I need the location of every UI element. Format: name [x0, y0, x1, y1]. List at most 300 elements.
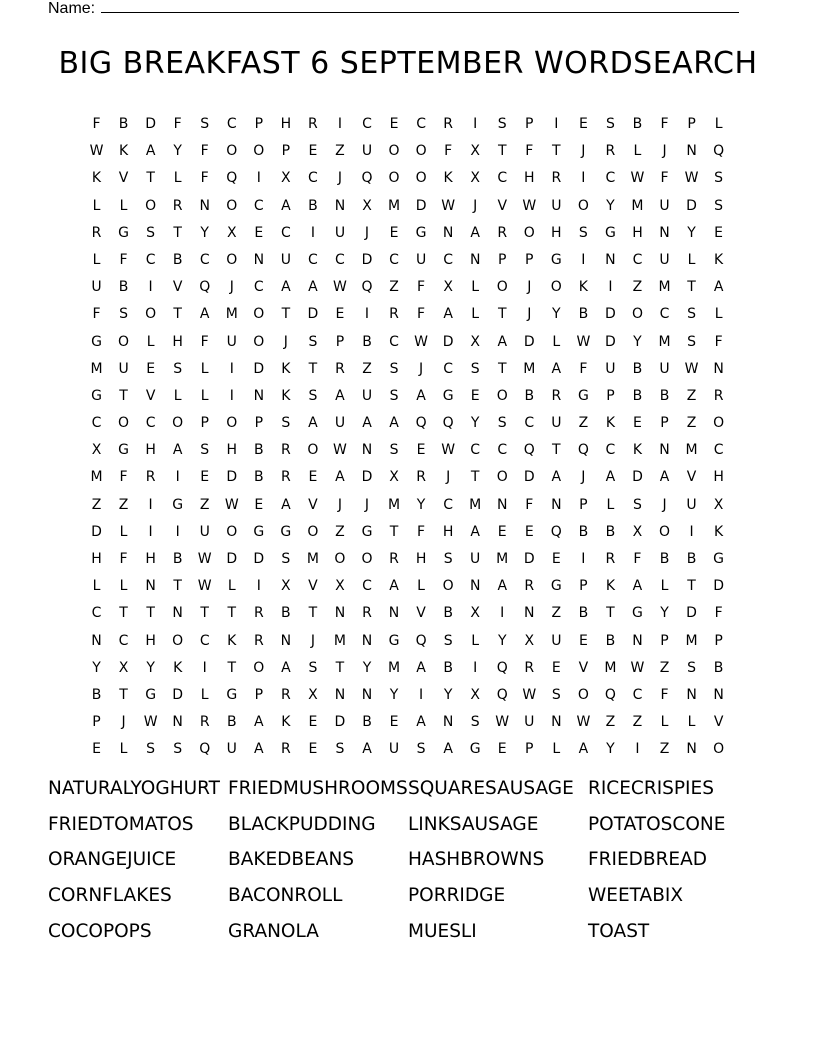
- grid-cell[interactable]: I: [175, 469, 180, 486]
- grid-cell[interactable]: Z: [578, 415, 589, 432]
- grid-cell[interactable]: O: [253, 659, 265, 676]
- grid-cell[interactable]: E: [308, 469, 318, 486]
- grid-cell[interactable]: N: [334, 605, 346, 622]
- grid-cell[interactable]: S: [173, 741, 183, 758]
- grid-cell[interactable]: O: [226, 523, 238, 540]
- grid-cell[interactable]: F: [119, 469, 128, 486]
- grid-cell[interactable]: A: [713, 279, 724, 296]
- grid-cell[interactable]: X: [470, 605, 480, 622]
- grid-cell[interactable]: I: [581, 551, 586, 567]
- grid-cell[interactable]: P: [254, 686, 264, 703]
- grid-cell[interactable]: E: [92, 741, 101, 758]
- grid-cell[interactable]: A: [416, 659, 426, 676]
- grid-cell[interactable]: C: [253, 197, 264, 214]
- grid-cell[interactable]: B: [308, 197, 318, 214]
- grid-cell[interactable]: G: [172, 496, 184, 513]
- grid-cell[interactable]: J: [283, 333, 288, 350]
- grid-cell[interactable]: U: [551, 415, 562, 432]
- grid-cell[interactable]: A: [497, 333, 508, 350]
- grid-cell[interactable]: C: [308, 251, 318, 268]
- grid-cell[interactable]: J: [419, 360, 424, 377]
- grid-cell[interactable]: C: [145, 415, 156, 432]
- grid-cell[interactable]: P: [335, 333, 345, 350]
- grid-cell[interactable]: I: [419, 686, 424, 703]
- grid-cell[interactable]: S: [714, 170, 724, 187]
- grid-cell[interactable]: D: [686, 605, 697, 622]
- grid-cell[interactable]: O: [226, 197, 238, 214]
- grid-cell[interactable]: G: [118, 442, 129, 459]
- grid-cell[interactable]: D: [361, 469, 373, 486]
- grid-cell[interactable]: X: [281, 578, 291, 595]
- grid-cell[interactable]: Y: [606, 741, 615, 758]
- grid-cell[interactable]: C: [145, 251, 156, 268]
- grid-cell[interactable]: J: [662, 143, 667, 160]
- grid-cell[interactable]: N: [551, 496, 562, 513]
- grid-cell[interactable]: O: [496, 279, 508, 296]
- grid-cell[interactable]: G: [145, 686, 157, 703]
- grid-cell[interactable]: S: [714, 197, 724, 214]
- grid-cell[interactable]: S: [335, 741, 345, 758]
- grid-cell[interactable]: J: [229, 279, 234, 296]
- grid-cell[interactable]: P: [498, 251, 507, 268]
- grid-cell[interactable]: Q: [577, 442, 589, 459]
- grid-cell[interactable]: Y: [470, 415, 480, 432]
- grid-cell[interactable]: T: [227, 605, 237, 622]
- grid-cell[interactable]: U: [280, 251, 291, 268]
- grid-cell[interactable]: G: [632, 605, 643, 622]
- grid-cell[interactable]: O: [496, 387, 508, 404]
- grid-cell[interactable]: N: [361, 442, 373, 459]
- grid-cell[interactable]: B: [254, 469, 264, 486]
- grid-cell[interactable]: B: [226, 714, 237, 731]
- grid-cell[interactable]: L: [227, 578, 236, 595]
- grid-cell[interactable]: E: [416, 442, 426, 459]
- grid-cell[interactable]: U: [334, 415, 346, 432]
- grid-cell[interactable]: L: [92, 251, 101, 268]
- grid-cell[interactable]: C: [632, 686, 643, 703]
- grid-cell[interactable]: F: [200, 170, 209, 187]
- grid-cell[interactable]: L: [714, 116, 723, 132]
- grid-cell[interactable]: C: [118, 632, 129, 649]
- grid-cell[interactable]: T: [389, 523, 399, 540]
- grid-cell[interactable]: W: [576, 714, 591, 731]
- grid-cell[interactable]: P: [525, 251, 534, 268]
- grid-cell[interactable]: Q: [199, 741, 211, 758]
- grid-cell[interactable]: S: [281, 415, 291, 432]
- grid-cell[interactable]: Q: [496, 659, 508, 676]
- grid-cell[interactable]: U: [226, 333, 237, 350]
- grid-cell[interactable]: T: [146, 170, 155, 187]
- grid-cell[interactable]: X: [308, 686, 318, 703]
- grid-cell[interactable]: O: [388, 170, 400, 187]
- grid-cell[interactable]: B: [118, 279, 129, 296]
- grid-cell[interactable]: F: [417, 279, 426, 296]
- grid-cell[interactable]: B: [659, 387, 670, 404]
- grid-cell[interactable]: C: [497, 170, 508, 187]
- grid-cell[interactable]: E: [389, 224, 399, 241]
- grid-cell[interactable]: D: [523, 551, 535, 567]
- grid-cell[interactable]: B: [713, 659, 724, 676]
- grid-cell[interactable]: L: [606, 496, 615, 513]
- grid-cell[interactable]: S: [497, 415, 507, 432]
- grid-cell[interactable]: R: [145, 469, 156, 486]
- grid-cell[interactable]: A: [605, 469, 616, 486]
- grid-cell[interactable]: O: [713, 415, 725, 432]
- grid-cell[interactable]: E: [578, 632, 588, 649]
- grid-cell[interactable]: I: [256, 578, 261, 595]
- grid-cell[interactable]: K: [173, 659, 183, 676]
- grid-cell[interactable]: M: [523, 360, 536, 377]
- grid-cell[interactable]: Y: [687, 224, 696, 241]
- grid-cell[interactable]: E: [308, 741, 318, 758]
- grid-cell[interactable]: E: [497, 523, 507, 540]
- name-field[interactable]: [48, 0, 739, 18]
- grid-cell[interactable]: K: [227, 632, 237, 649]
- grid-cell[interactable]: Q: [361, 279, 373, 296]
- grid-cell[interactable]: S: [146, 741, 156, 758]
- grid-cell[interactable]: X: [118, 659, 129, 676]
- grid-cell[interactable]: R: [497, 224, 508, 241]
- grid-cell[interactable]: Z: [551, 605, 562, 622]
- grid-cell[interactable]: A: [659, 469, 670, 486]
- grid-cell[interactable]: T: [470, 469, 480, 486]
- grid-cell[interactable]: B: [659, 551, 670, 567]
- grid-cell[interactable]: M: [604, 659, 617, 676]
- grid-cell[interactable]: B: [362, 714, 372, 731]
- grid-cell[interactable]: O: [631, 306, 643, 323]
- grid-cell[interactable]: R: [416, 469, 426, 486]
- grid-cell[interactable]: T: [119, 387, 128, 404]
- grid-cell[interactable]: O: [442, 578, 454, 595]
- grid-cell[interactable]: N: [172, 714, 183, 731]
- grid-cell[interactable]: W: [522, 197, 537, 214]
- grid-cell[interactable]: H: [632, 224, 643, 241]
- grid-cell[interactable]: B: [172, 251, 183, 268]
- grid-cell[interactable]: X: [470, 333, 480, 350]
- grid-cell[interactable]: I: [581, 170, 586, 187]
- grid-cell[interactable]: D: [605, 306, 616, 323]
- grid-cell[interactable]: U: [415, 251, 427, 268]
- grid-cell[interactable]: R: [605, 143, 616, 160]
- grid-cell[interactable]: E: [308, 714, 318, 731]
- grid-cell[interactable]: O: [226, 251, 238, 268]
- grid-cell[interactable]: V: [172, 279, 183, 296]
- grid-cell[interactable]: M: [631, 197, 644, 214]
- grid-cell[interactable]: G: [361, 523, 373, 540]
- grid-cell[interactable]: U: [199, 523, 210, 540]
- grid-cell[interactable]: S: [687, 306, 696, 323]
- grid-cell[interactable]: J: [527, 306, 532, 323]
- grid-cell[interactable]: G: [253, 523, 265, 540]
- grid-cell[interactable]: H: [145, 442, 156, 459]
- grid-cell[interactable]: I: [148, 496, 153, 513]
- grid-cell[interactable]: N: [659, 442, 670, 459]
- grid-cell[interactable]: X: [389, 469, 399, 486]
- grid-cell[interactable]: A: [362, 415, 372, 432]
- grid-cell[interactable]: C: [335, 251, 345, 268]
- grid-cell[interactable]: W: [143, 714, 158, 731]
- grid-cell[interactable]: D: [523, 333, 535, 350]
- grid-cell[interactable]: F: [714, 605, 723, 622]
- grid-cell[interactable]: A: [281, 659, 291, 676]
- grid-cell[interactable]: I: [310, 224, 315, 241]
- grid-cell[interactable]: E: [389, 116, 399, 132]
- grid-cell[interactable]: P: [660, 632, 669, 649]
- grid-cell[interactable]: T: [119, 605, 128, 622]
- grid-cell[interactable]: Z: [686, 415, 697, 432]
- grid-cell[interactable]: N: [388, 605, 400, 622]
- grid-cell[interactable]: C: [443, 251, 454, 268]
- grid-cell[interactable]: L: [119, 578, 128, 595]
- grid-cell[interactable]: T: [687, 578, 696, 595]
- grid-cell[interactable]: L: [173, 170, 182, 187]
- grid-cell[interactable]: O: [577, 686, 589, 703]
- grid-cell[interactable]: G: [91, 333, 102, 350]
- grid-cell[interactable]: S: [443, 632, 453, 649]
- grid-cell[interactable]: I: [229, 387, 234, 404]
- grid-cell[interactable]: N: [361, 632, 373, 649]
- grid-cell[interactable]: C: [524, 415, 535, 432]
- grid-cell[interactable]: S: [633, 496, 642, 513]
- grid-cell[interactable]: K: [605, 578, 615, 595]
- grid-cell[interactable]: L: [119, 523, 128, 540]
- grid-cell[interactable]: I: [608, 279, 613, 296]
- grid-cell[interactable]: S: [389, 360, 399, 377]
- grid-cell[interactable]: E: [200, 469, 210, 486]
- grid-cell[interactable]: D: [442, 333, 454, 350]
- grid-cell[interactable]: J: [473, 197, 478, 214]
- grid-cell[interactable]: Z: [362, 360, 372, 377]
- grid-cell[interactable]: P: [579, 578, 588, 595]
- grid-cell[interactable]: E: [389, 714, 399, 731]
- grid-cell[interactable]: Z: [199, 496, 210, 513]
- grid-cell[interactable]: R: [389, 306, 399, 323]
- grid-cell[interactable]: Z: [659, 659, 670, 676]
- grid-cell[interactable]: B: [91, 686, 102, 703]
- grid-cell[interactable]: N: [605, 251, 616, 268]
- grid-cell[interactable]: R: [280, 442, 291, 459]
- grid-cell[interactable]: O: [253, 306, 265, 323]
- grid-cell[interactable]: P: [92, 714, 101, 731]
- grid-cell[interactable]: N: [551, 714, 562, 731]
- grid-cell[interactable]: G: [469, 741, 481, 758]
- grid-cell[interactable]: D: [91, 523, 102, 540]
- grid-cell[interactable]: N: [172, 605, 183, 622]
- grid-cell[interactable]: B: [578, 523, 589, 540]
- grid-cell[interactable]: M: [333, 632, 346, 649]
- grid-cell[interactable]: R: [551, 387, 562, 404]
- grid-cell[interactable]: X: [91, 442, 102, 459]
- grid-cell[interactable]: Z: [632, 279, 643, 296]
- grid-cell[interactable]: C: [280, 224, 291, 241]
- grid-cell[interactable]: B: [172, 551, 183, 567]
- grid-cell[interactable]: J: [446, 469, 451, 486]
- grid-cell[interactable]: W: [333, 279, 347, 296]
- grid-cell[interactable]: A: [551, 360, 562, 377]
- grid-cell[interactable]: U: [226, 741, 237, 758]
- grid-cell[interactable]: O: [145, 197, 157, 214]
- grid-cell[interactable]: O: [172, 415, 184, 432]
- grid-cell[interactable]: H: [415, 551, 427, 567]
- grid-cell[interactable]: N: [91, 632, 102, 649]
- grid-cell[interactable]: P: [660, 415, 669, 432]
- grid-cell[interactable]: U: [334, 224, 346, 241]
- grid-cell[interactable]: M: [225, 306, 238, 323]
- grid-cell[interactable]: Y: [443, 686, 453, 703]
- grid-cell[interactable]: Q: [199, 279, 211, 296]
- grid-cell[interactable]: K: [281, 387, 291, 404]
- grid-cell[interactable]: J: [581, 143, 586, 160]
- grid-cell[interactable]: G: [550, 251, 562, 268]
- grid-cell[interactable]: Q: [713, 143, 725, 160]
- grid-cell[interactable]: Y: [497, 632, 507, 649]
- grid-cell[interactable]: I: [635, 741, 640, 758]
- grid-cell[interactable]: N: [713, 360, 724, 377]
- grid-cell[interactable]: P: [254, 116, 264, 132]
- grid-cell[interactable]: Y: [552, 306, 561, 323]
- grid-cell[interactable]: L: [552, 741, 561, 758]
- grid-cell[interactable]: D: [334, 714, 346, 731]
- grid-cell[interactable]: E: [524, 523, 534, 540]
- grid-cell[interactable]: O: [253, 143, 265, 160]
- grid-cell[interactable]: A: [281, 197, 291, 214]
- grid-cell[interactable]: O: [118, 415, 130, 432]
- grid-cell[interactable]: X: [524, 632, 535, 649]
- grid-cell[interactable]: A: [254, 741, 264, 758]
- grid-cell[interactable]: J: [337, 496, 343, 513]
- grid-cell[interactable]: U: [605, 360, 616, 377]
- grid-cell[interactable]: S: [281, 551, 291, 567]
- grid-cell[interactable]: X: [226, 224, 237, 241]
- grid-cell[interactable]: T: [497, 360, 507, 377]
- grid-cell[interactable]: R: [253, 632, 264, 649]
- grid-cell[interactable]: J: [364, 224, 370, 241]
- grid-cell[interactable]: T: [687, 279, 696, 296]
- grid-cell[interactable]: I: [500, 605, 505, 622]
- grid-cell[interactable]: Q: [361, 170, 373, 187]
- grid-cell[interactable]: R: [91, 224, 102, 241]
- grid-cell[interactable]: I: [256, 170, 261, 187]
- grid-cell[interactable]: X: [443, 279, 453, 296]
- grid-cell[interactable]: T: [497, 306, 507, 323]
- grid-cell[interactable]: F: [417, 523, 426, 540]
- grid-cell[interactable]: K: [91, 170, 102, 187]
- grid-cell[interactable]: K: [605, 415, 615, 432]
- grid-cell[interactable]: X: [632, 523, 643, 540]
- grid-cell[interactable]: F: [444, 143, 453, 160]
- grid-cell[interactable]: O: [496, 469, 508, 486]
- grid-cell[interactable]: Z: [389, 279, 399, 296]
- grid-cell[interactable]: P: [687, 116, 696, 132]
- grid-cell[interactable]: N: [496, 496, 508, 513]
- grid-cell[interactable]: L: [714, 306, 723, 323]
- grid-cell[interactable]: N: [686, 741, 697, 758]
- grid-cell[interactable]: R: [199, 714, 210, 731]
- grid-cell[interactable]: A: [199, 306, 210, 323]
- grid-cell[interactable]: R: [362, 605, 372, 622]
- grid-cell[interactable]: C: [308, 170, 318, 187]
- grid-cell[interactable]: Q: [226, 170, 238, 187]
- grid-cell[interactable]: U: [659, 251, 670, 268]
- grid-cell[interactable]: T: [173, 578, 182, 595]
- grid-cell[interactable]: C: [199, 251, 210, 268]
- grid-cell[interactable]: A: [389, 578, 399, 595]
- name-blank-line[interactable]: [101, 0, 739, 13]
- grid-cell[interactable]: N: [253, 251, 265, 268]
- grid-cell[interactable]: C: [226, 116, 237, 132]
- grid-cell[interactable]: T: [146, 605, 155, 622]
- grid-cell[interactable]: W: [224, 496, 239, 513]
- grid-cell[interactable]: A: [145, 143, 156, 160]
- grid-cell[interactable]: F: [660, 170, 669, 187]
- grid-cell[interactable]: L: [200, 387, 209, 404]
- grid-cell[interactable]: I: [689, 523, 694, 540]
- grid-cell[interactable]: J: [364, 496, 370, 513]
- grid-cell[interactable]: C: [389, 333, 399, 350]
- grid-cell[interactable]: A: [578, 741, 589, 758]
- grid-cell[interactable]: B: [443, 659, 453, 676]
- grid-cell[interactable]: C: [713, 442, 724, 459]
- grid-cell[interactable]: U: [659, 197, 670, 214]
- grid-cell[interactable]: W: [630, 659, 645, 676]
- grid-cell[interactable]: P: [525, 741, 534, 758]
- grid-cell[interactable]: O: [226, 415, 238, 432]
- grid-cell[interactable]: F: [417, 306, 426, 323]
- grid-cell[interactable]: S: [200, 116, 210, 132]
- grid-cell[interactable]: V: [686, 469, 697, 486]
- grid-cell[interactable]: W: [197, 578, 212, 595]
- grid-cell[interactable]: U: [524, 714, 535, 731]
- grid-cell[interactable]: B: [443, 605, 453, 622]
- grid-cell[interactable]: D: [226, 551, 238, 567]
- grid-cell[interactable]: Z: [118, 496, 129, 513]
- grid-cell[interactable]: F: [119, 251, 128, 268]
- grid-cell[interactable]: M: [469, 496, 482, 513]
- grid-cell[interactable]: S: [389, 442, 399, 459]
- grid-cell[interactable]: L: [687, 251, 696, 268]
- grid-cell[interactable]: Y: [362, 659, 372, 676]
- grid-cell[interactable]: H: [280, 116, 292, 132]
- grid-cell[interactable]: A: [281, 279, 291, 296]
- grid-cell[interactable]: R: [389, 551, 399, 567]
- grid-cell[interactable]: A: [416, 714, 426, 731]
- grid-cell[interactable]: V: [145, 387, 156, 404]
- grid-cell[interactable]: F: [119, 551, 128, 567]
- grid-cell[interactable]: S: [687, 333, 696, 350]
- grid-cell[interactable]: N: [442, 224, 454, 241]
- grid-cell[interactable]: T: [173, 306, 182, 323]
- grid-cell[interactable]: D: [253, 360, 265, 377]
- grid-cell[interactable]: K: [714, 523, 724, 540]
- grid-cell[interactable]: N: [713, 686, 724, 703]
- grid-cell[interactable]: M: [496, 551, 509, 567]
- grid-cell[interactable]: I: [229, 360, 234, 377]
- grid-cell[interactable]: C: [443, 360, 454, 377]
- grid-cell[interactable]: D: [307, 306, 319, 323]
- grid-cell[interactable]: S: [416, 741, 426, 758]
- grid-cell[interactable]: A: [497, 578, 508, 595]
- grid-cell[interactable]: A: [389, 415, 399, 432]
- grid-cell[interactable]: Q: [523, 442, 535, 459]
- grid-cell[interactable]: V: [416, 605, 426, 622]
- grid-cell[interactable]: G: [713, 551, 725, 567]
- grid-cell[interactable]: I: [581, 251, 586, 268]
- grid-cell[interactable]: M: [685, 442, 698, 459]
- grid-cell[interactable]: Y: [173, 143, 182, 160]
- grid-cell[interactable]: L: [173, 387, 182, 404]
- grid-cell[interactable]: S: [605, 116, 615, 132]
- grid-cell[interactable]: W: [197, 551, 212, 567]
